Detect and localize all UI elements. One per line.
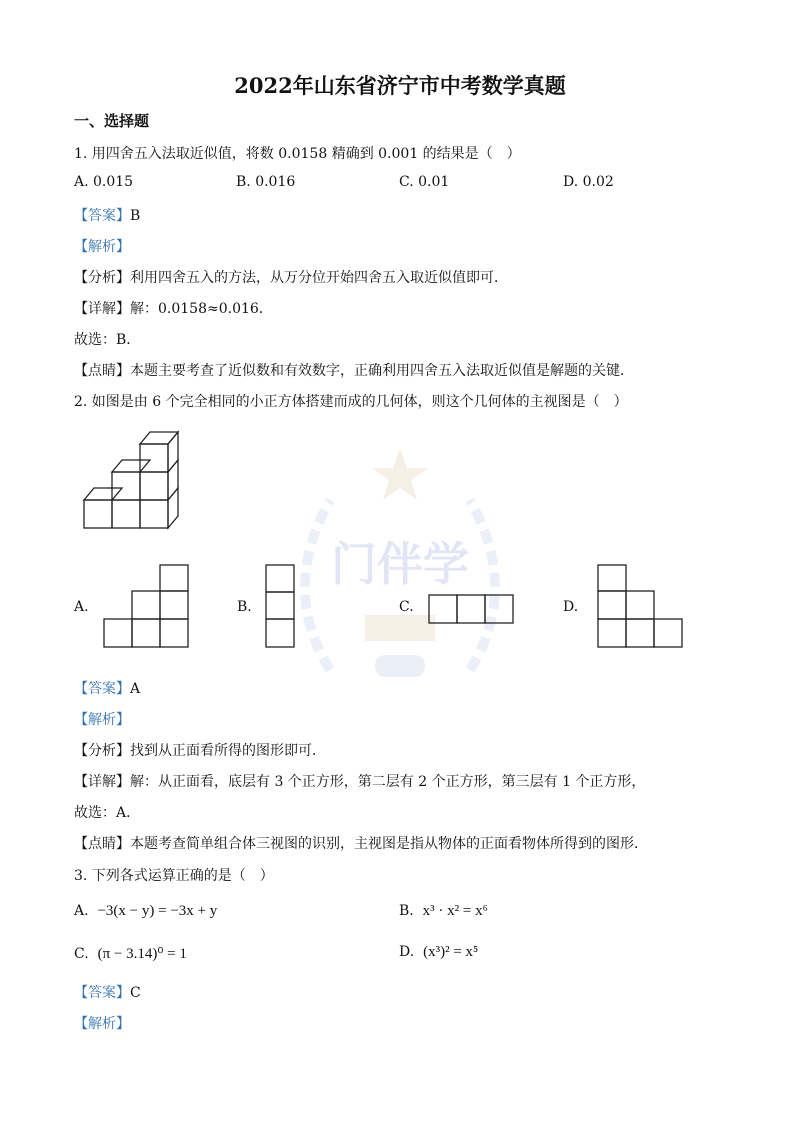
q1-guxuan: 故选：B． xyxy=(74,332,141,348)
dianjing-text: 本题考查简单组合体三视图的识别，主视图是指从物体的正面看物体所得到的图形． xyxy=(130,836,648,852)
q3-jiexi: 【解析】 xyxy=(74,1016,130,1032)
q1-option-a: A. 0.015 xyxy=(74,174,134,190)
dianjing-text: 本题主要考查了近似数和有效数字，正确利用四舍五入法取近似值是解题的关键． xyxy=(130,363,634,379)
answer-tag: 【答案】 xyxy=(74,681,130,697)
q2-guxuan: 故选：A． xyxy=(74,805,141,821)
option-label: C. xyxy=(74,946,89,962)
option-label: D. xyxy=(399,944,415,960)
xiangjie-text: 解：从正面看，底层有 3 个正方形，第二层有 2 个正方形，第三层有 1 个正方形， xyxy=(130,774,646,790)
option-label: B. xyxy=(399,903,414,919)
q3-option-b xyxy=(399,903,488,920)
cube-stack-figure xyxy=(80,428,190,532)
fenxi-tag: 【分析】 xyxy=(74,743,130,759)
dianjing-tag: 【点睛】 xyxy=(74,363,130,379)
answer-value: C xyxy=(130,985,141,1001)
q3-option-d xyxy=(399,944,478,961)
option-expression: (π − 3.14)⁰ = 1 xyxy=(97,946,187,962)
option-expression: (x³)² = x⁵ xyxy=(423,944,479,960)
option-label: A. xyxy=(74,903,89,919)
q1-dianjing xyxy=(74,360,634,380)
answer-tag: 【答案】 xyxy=(74,985,130,1001)
xiangjie-tag: 【详解】 xyxy=(74,301,130,317)
q2-option-c-figure xyxy=(428,594,514,624)
xiangjie-tag: 【详解】 xyxy=(74,774,130,790)
q2-fenxi xyxy=(74,740,326,760)
q1-jiexi: 【解析】 xyxy=(74,239,130,255)
q2-dianjing xyxy=(74,833,648,853)
xiangjie-text: 解：0.0158≈0.016． xyxy=(130,301,273,317)
q2-label-d: D. xyxy=(563,599,579,615)
q1-option-d: D. 0.02 xyxy=(563,174,614,190)
answer-tag: 【答案】 xyxy=(74,208,130,224)
q2-stem: 2. 如图是由 6 个完全相同的小正方体搭建而成的几何体，则这个几何体的主视图是（ ） xyxy=(74,394,628,410)
q2-option-a-figure xyxy=(103,564,189,648)
svg-text:门伴学: 门伴学 xyxy=(331,537,469,591)
q2-label-c: C. xyxy=(399,599,414,615)
section-heading: 一、选择题 xyxy=(74,112,150,130)
q3-option-a xyxy=(74,903,217,920)
page-title: 2022年山东省济宁市中考数学真题 xyxy=(234,73,566,98)
q2-label-b: B. xyxy=(237,599,252,615)
q2-jiexi: 【解析】 xyxy=(74,712,130,728)
answer-value: B xyxy=(130,208,141,224)
q3-stem: 3. 下列各式运算正确的是（ ） xyxy=(74,868,274,884)
q1-stem: 1. 用四舍五入法取近似值，将数 0.0158 精确到 0.001 的结果是（ ） xyxy=(74,146,521,162)
q1-answer xyxy=(74,205,140,225)
fenxi-tag: 【分析】 xyxy=(74,270,130,286)
q1-fenxi xyxy=(74,267,508,287)
answer-value: A xyxy=(130,681,141,697)
q2-option-d-figure xyxy=(597,564,683,648)
q1-option-b: B. 0.016 xyxy=(236,174,296,190)
q2-xiangjie xyxy=(74,771,645,791)
option-expression: x³ · x² = x⁶ xyxy=(422,903,488,919)
q2-option-b-figure xyxy=(265,564,295,648)
fenxi-text: 找到从正面看所得的图形即可． xyxy=(130,743,326,759)
dianjing-tag: 【点睛】 xyxy=(74,836,130,852)
watermark-logo xyxy=(270,440,530,700)
q1-xiangjie xyxy=(74,298,273,318)
option-expression: −3(x − y) = −3x + y xyxy=(97,903,218,919)
q2-label-a: A. xyxy=(74,599,89,615)
q2-answer xyxy=(74,678,140,698)
q3-answer xyxy=(74,982,141,1002)
q3-option-c xyxy=(74,944,187,963)
fenxi-text: 利用四舍五入的方法，从万分位开始四舍五入取近似值即可． xyxy=(130,270,508,286)
q1-option-c: C. 0.01 xyxy=(399,174,450,190)
